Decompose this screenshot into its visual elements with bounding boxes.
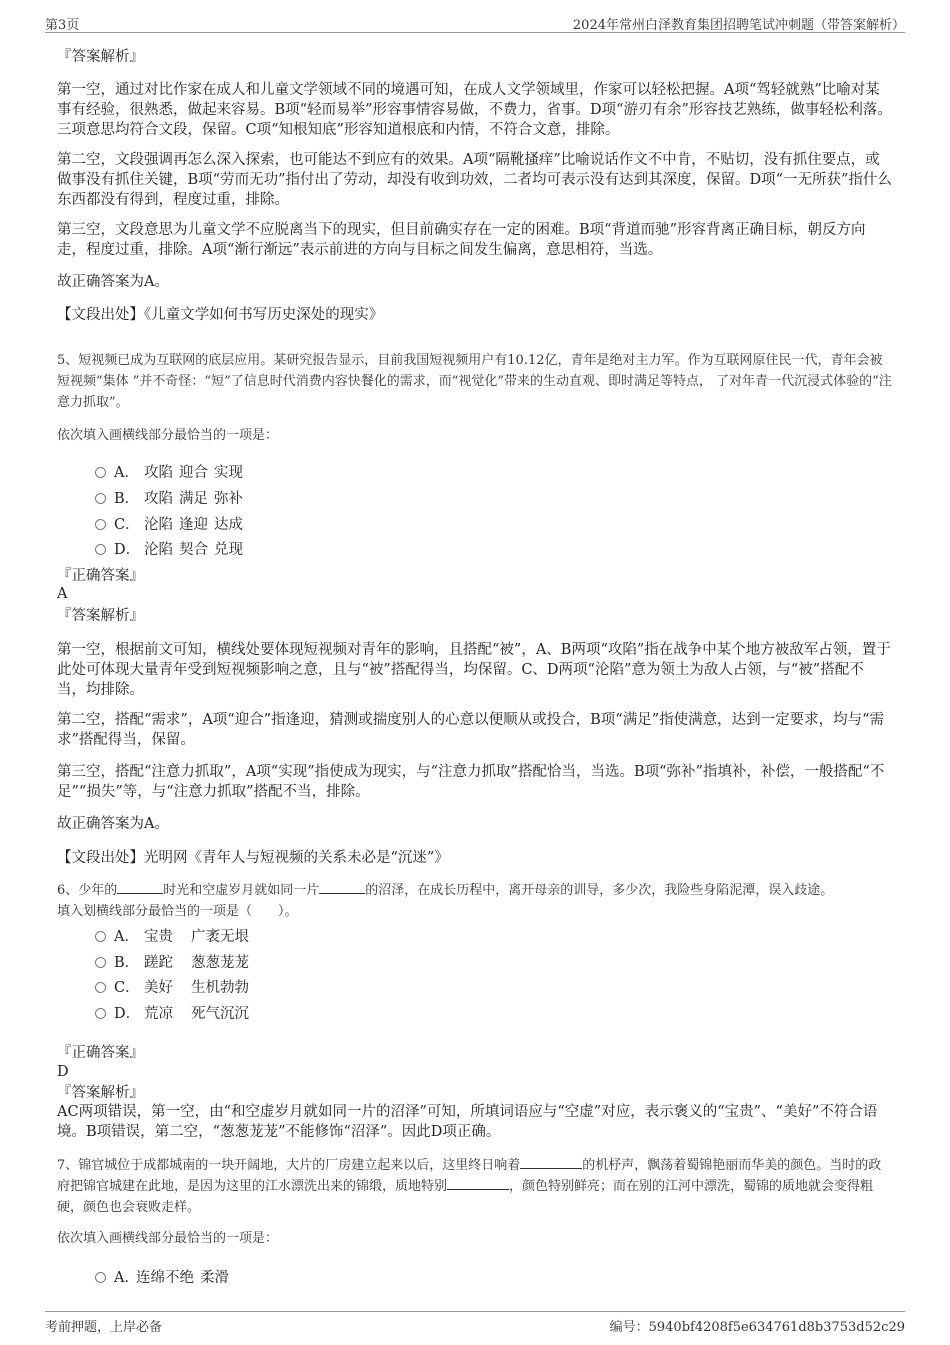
radio-icon[interactable] — [95, 467, 106, 478]
page-footer — [45, 1311, 905, 1334]
q5-source: 【文段出处】光明网《青年人与短视频的关系未必是“沉迷”》 — [57, 850, 449, 866]
radio-icon[interactable] — [95, 519, 106, 530]
q5-analysis-p3: 第三空，搭配“注意力抓取”，A项“实现”指使成为现实，与“注意力抓取”搭配恰当，当选。B项“弥补”指填补，补偿，一般搭配“不足”“损失”等，与“注意力抓取”搭配不当，排除。 — [57, 764, 885, 800]
q6-analysis-label: 『答案解析』 — [57, 1085, 144, 1101]
document-id: 编号：5940bf4208f5e634761d8b3753d52c29 — [609, 1320, 905, 1335]
q6-option-a[interactable]: A． 宝贵 广袤无垠 — [95, 925, 249, 945]
q5-option-c[interactable]: C． 沦陷 逢迎 达成 — [95, 513, 249, 533]
blank-line — [319, 880, 365, 894]
q6-analysis: AC两项错误，第一空，由“和空虚岁月就如同一片的沼泽”可知，所填词语应与“空虚”对应，表示褒义的“宝贵”、“美好”不符合语境。B项错误，第二空，“葱葱茏茏”不能修饰“沼泽”。因此D项正确。 — [57, 1104, 878, 1140]
document-title: 2024年常州白泽教育集团招聘笔试冲刺题（带答案解析） — [572, 18, 905, 33]
page-number: 第3页 — [45, 18, 80, 33]
q5-conclusion: 故正确答案为A。 — [57, 816, 169, 832]
q5-prompt: 依次填入画横线部分最恰当的一项是： — [57, 428, 279, 443]
radio-icon[interactable] — [95, 544, 106, 555]
radio-icon[interactable] — [95, 931, 106, 942]
q5-stem: 5、短视频已成为互联网的底层应用。某研究报告显示，目前我国短视频用户有10.12亿，青年是绝对主力军。作为互联网原住民一代，青年会被短视频“集体 ”并不奇怪：“短”了信息时代消费内容快餐化的需求，而“视觉化”带来的生动直观、即时满足等特点， 了对年青一代沉浸式体验的“注意力抓取”。 — [57, 353, 892, 410]
q5-answer: A — [57, 586, 68, 602]
q4-analysis-label: 『答案解析』 — [57, 49, 144, 65]
q5-answer-label: 『正确答案』 — [57, 568, 144, 584]
q6-option-c[interactable]: C． 美好 生机勃勃 — [95, 976, 249, 996]
page-header — [45, 12, 905, 33]
q6-stem: 6、少年的 时光和空虚岁月就如同一片 的沼泽，在成长历程中，离开母亲的训导，多少次，我险些身陷泥潭，误入歧途。 — [57, 880, 892, 901]
radio-icon[interactable] — [95, 493, 106, 504]
q5-option-a[interactable]: A． 攻陷 迎合 实现 — [95, 461, 249, 481]
q6-prompt: 填入划横线部分最恰当的一项是（ ）。 — [57, 904, 298, 919]
q7-option-a[interactable]: A．连绵不绝 柔滑 — [95, 1266, 229, 1286]
q6-answer-label: 『正确答案』 — [57, 1045, 144, 1061]
radio-icon[interactable] — [95, 982, 106, 993]
q4-conclusion: 故正确答案为A。 — [57, 274, 169, 290]
blank-line — [447, 1176, 509, 1190]
footer-slogan: 考前押题，上岸必备 — [45, 1320, 163, 1335]
q5-analysis-p2: 第二空，搭配“需求”，A项“迎合”指逢迎，猜测或揣度别人的心意以便顺从或投合，B项“满足”指使满意，达到一定要求，均与“需求”搭配得当，保留。 — [57, 712, 885, 748]
q4-source: 【文段出处】《儿童文学如何书写历史深处的现实》 — [57, 307, 384, 323]
radio-icon[interactable] — [95, 1272, 106, 1283]
q6-answer: D — [57, 1064, 69, 1080]
q7-stem: 7、锦官城位于成都城南的一块开阔地，大片的厂房建立起来以后，这里终日响着 的机杼声，飘荡着蜀锦艳丽而华美的颜色。当时的政府把锦官城建在此地，是因为这里的江水漂洗出来的锦缎，质地特别 ，颜色特别鲜亮；而在别的江河中漂洗，蜀锦的质地就会变得粗硬，颜色也会衰败走样。 — [57, 1155, 892, 1218]
blank-line — [520, 1155, 582, 1169]
q6-option-b[interactable]: B． 蹉跎 葱葱茏茏 — [95, 951, 249, 971]
q5-option-d[interactable]: D． 沦陷 契合 兑现 — [95, 538, 249, 558]
q7-prompt: 依次填入画横线部分最恰当的一项是： — [57, 1231, 279, 1246]
radio-icon[interactable] — [95, 957, 106, 968]
q5-analysis-p1: 第一空，根据前文可知，横线处要体现短视频对青年的影响，且搭配“被”，A、B两项“攻陷”指在战争中某个地方被敌军占领，置于此处可体现大量青年受到短视频影响之意，且与“被”搭配得当，均保留。C、D两项“沦陷”意为领土为敌人占领，与“被”搭配不当，均排除。 — [57, 642, 891, 698]
q4-analysis-p3: 第三空，文段意思为儿童文学不应脱离当下的现实，但目前确实存在一定的困难。B项“背道而驰”形容背离正确目标，朝反方向走，程度过重，排除。A项“渐行渐远”表示前进的方向与目标之间发生偏离，意思相符，当选。 — [57, 222, 866, 258]
q5-option-b[interactable]: B． 攻陷 满足 弥补 — [95, 487, 249, 507]
radio-icon[interactable] — [95, 1008, 106, 1019]
blank-line — [117, 880, 163, 894]
q4-analysis-p1: 第一空，通过对比作家在成人和儿童文学领域不同的境遇可知，在成人文学领域里，作家可以轻松把握。A项“驾轻就熟”比喻对某事有经验，很熟悉，做起来容易。B项“轻而易举”形容事情容易做，不费力，省事。D项“游刃有余”形容技艺熟练，做事轻松利落。三项意思均符合文段，保留。C项“知根知底”形容知道根底和内情，不符合文意，排除。 — [57, 82, 892, 138]
q5-analysis-label: 『答案解析』 — [57, 608, 144, 624]
q4-analysis-p2: 第二空，文段强调再怎么深入探索，也可能达不到应有的效果。A项“隔靴搔痒”比喻说话作文不中肯，不贴切，没有抓住要点，或做事没有抓住关键，B项“劳而无功”指付出了劳动，却没有收到功效，二者均可表示没有达到其深度，保留。D项“一无所获”指什么东西都没有得到，程度过重，排除。 — [57, 152, 892, 208]
q6-option-d[interactable]: D． 荒凉 死气沉沉 — [95, 1002, 249, 1022]
